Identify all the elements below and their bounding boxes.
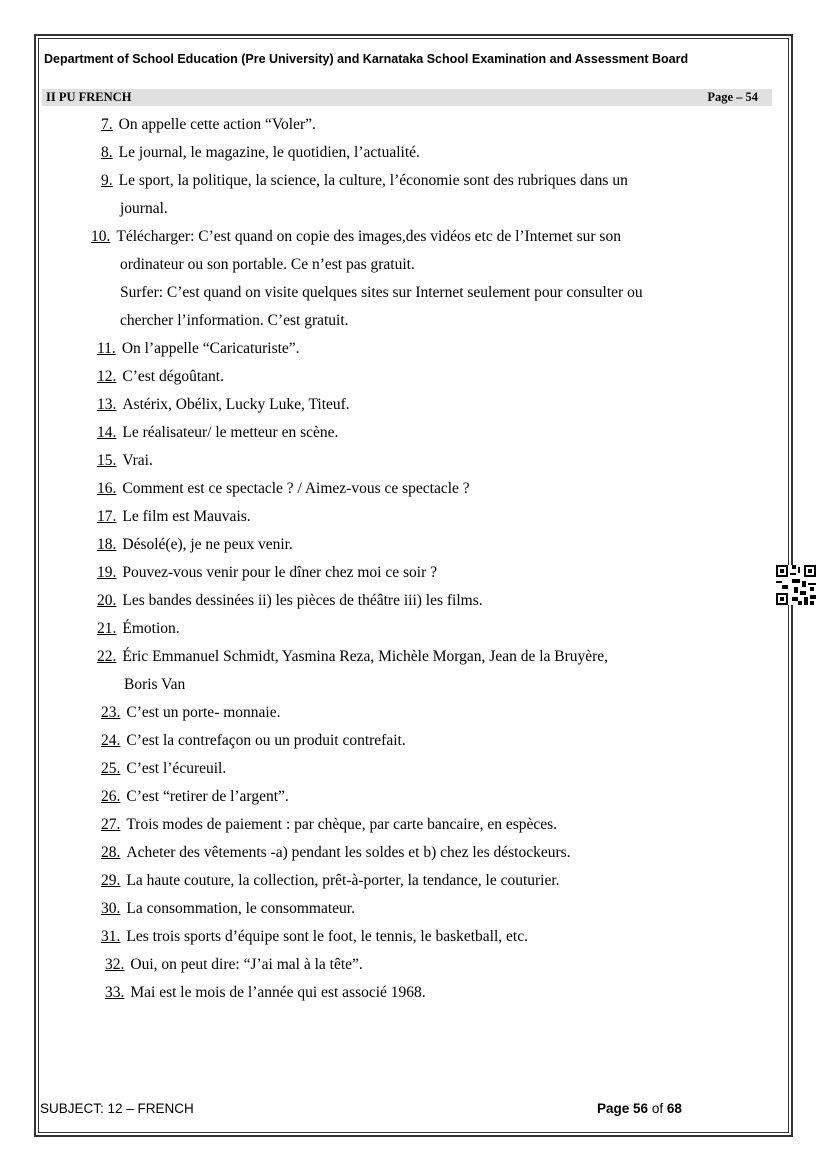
answer-item: [97, 643, 608, 671]
answer-text: Oui, on peut dire: “J’ai mal à la tête”.: [130, 956, 363, 973]
answer-text: On appelle cette action “Voler”.: [118, 116, 316, 133]
answer-number: 26.: [101, 788, 121, 805]
answer-item: [101, 111, 316, 139]
answer-number: 11.: [97, 340, 116, 357]
answer-number: 13.: [97, 396, 117, 413]
answer-number: 23.: [101, 704, 121, 721]
answer-text: On l’appelle “Caricaturiste”.: [121, 340, 300, 357]
answer-item: [101, 867, 560, 895]
answer-text: Le réalisateur/ le metteur en scène.: [122, 424, 339, 441]
answer-item: [97, 335, 300, 363]
answer-item: [101, 895, 355, 923]
answer-item: [97, 531, 293, 559]
answer-number: 12.: [97, 368, 117, 385]
answer-number: 16.: [97, 480, 117, 497]
answer-item: [101, 811, 557, 839]
answer-item: [97, 587, 483, 615]
answer-text-continuation: journal.: [120, 200, 168, 217]
answer-text-continuation: Surfer: C’est quand on visite quelques sites sur Internet seulement pour consulter ou: [120, 284, 643, 301]
answer-text: Le sport, la politique, la science, la culture, l’économie sont des rubriques dans un: [118, 172, 628, 189]
answer-number: 28.: [101, 844, 121, 861]
course-label: II PU FRENCH: [46, 90, 132, 104]
qr-code-icon: [776, 565, 816, 605]
answer-number: 33.: [105, 984, 125, 1001]
answer-number: 22.: [97, 648, 117, 665]
answer-text: Pouvez-vous venir pour le dîner chez moi ce soir ?: [122, 564, 438, 581]
answer-number: 30.: [101, 900, 121, 917]
footer-page-count: [597, 1101, 682, 1116]
answer-number: 32.: [105, 956, 125, 973]
answer-number: 31.: [101, 928, 121, 945]
answer-item: [101, 923, 528, 951]
answer-text: Vrai.: [122, 452, 153, 469]
answer-number: 17.: [97, 508, 117, 525]
answer-item: [97, 615, 180, 643]
answer-number: 15.: [97, 452, 117, 469]
answer-number: 20.: [97, 592, 117, 609]
answer-text: Les bandes dessinées ii) les pièces de théâtre iii) les films.: [122, 592, 483, 609]
answer-text: Les trois sports d’équipe sont le foot, le tennis, le basketball, etc.: [126, 928, 528, 945]
answer-number: 10.: [91, 228, 111, 245]
answer-number: 21.: [97, 620, 117, 637]
answer-text-continuation: ordinateur ou son portable. Ce n’est pas gratuit.: [120, 256, 415, 273]
answer-text: C’est un porte- monnaie.: [126, 704, 281, 721]
answer-item: [101, 167, 628, 195]
answer-text-continuation: Boris Van: [124, 676, 186, 693]
answer-number: 24.: [101, 732, 121, 749]
answer-item: [101, 699, 280, 727]
answer-item: [101, 755, 226, 783]
answer-number: 7.: [101, 116, 113, 133]
answer-text: Le film est Mauvais.: [122, 508, 251, 525]
answer-item: [97, 419, 338, 447]
department-title: Department of School Education (Pre University) and Karnataka School Examination and Assessment Board: [44, 52, 689, 66]
answer-item: [91, 223, 621, 251]
answer-item: [105, 979, 426, 1007]
answer-text: Comment est ce spectacle ? / Aimez-vous ce spectacle ?: [122, 480, 470, 497]
answer-text: Le journal, le magazine, le quotidien, l’actualité.: [118, 144, 420, 161]
answer-item: [101, 839, 571, 867]
footer-page-of: of: [651, 1101, 664, 1116]
page-label: Page – 54: [707, 90, 758, 104]
answer-item: [101, 727, 406, 755]
answer-text: La haute couture, la collection, prêt-à-porter, la tendance, le couturier.: [126, 872, 560, 889]
answer-text: Acheter des vêtements -a) pendant les soldes et b) chez les déstockeurs.: [126, 844, 571, 861]
answer-item: [97, 391, 350, 419]
answer-number: 19.: [97, 564, 117, 581]
answer-text: C’est la contrefaçon ou un produit contrefait.: [126, 732, 406, 749]
footer-page-current: 56: [633, 1101, 649, 1116]
answer-text: Astérix, Obélix, Lucky Luke, Titeuf.: [122, 396, 350, 413]
answer-text-continuation: chercher l’information. C’est gratuit.: [120, 312, 349, 329]
answer-item: [105, 951, 363, 979]
answer-text: C’est l’écureuil.: [126, 760, 227, 777]
footer-page-total: 68: [666, 1101, 682, 1116]
answer-item: [101, 783, 289, 811]
answer-text: Émotion.: [122, 620, 180, 637]
answer-number: 29.: [101, 872, 121, 889]
answer-number: 9.: [101, 172, 113, 189]
answer-number: 25.: [101, 760, 121, 777]
answer-text: Désolé(e), je ne peux venir.: [122, 536, 293, 553]
answer-number: 27.: [101, 816, 121, 833]
answer-number: 14.: [97, 424, 117, 441]
footer-page-word: Page: [597, 1101, 630, 1116]
answer-text: La consommation, le consommateur.: [126, 900, 355, 917]
answer-text: Télécharger: C’est quand on copie des images,des vidéos etc de l’Internet sur son: [116, 228, 621, 245]
answer-item: [97, 475, 470, 503]
answer-number: 8.: [101, 144, 113, 161]
answer-text: C’est dégoûtant.: [122, 368, 224, 385]
answer-item: [97, 503, 251, 531]
answer-item: [97, 363, 224, 391]
answer-text: Mai est le mois de l’année qui est associé 1968.: [130, 984, 426, 1001]
answer-text: C’est “retirer de l’argent”.: [126, 788, 289, 805]
answer-text: Éric Emmanuel Schmidt, Yasmina Reza, Michèle Morgan, Jean de la Bruyère,: [122, 648, 609, 665]
answer-item: [101, 139, 420, 167]
answer-number: 18.: [97, 536, 117, 553]
answer-item: [97, 559, 437, 587]
answer-text: Trois modes de paiement : par chèque, par carte bancaire, en espèces.: [126, 816, 558, 833]
answer-item: [97, 447, 153, 475]
footer-subject: SUBJECT: 12 – FRENCH: [40, 1101, 194, 1116]
